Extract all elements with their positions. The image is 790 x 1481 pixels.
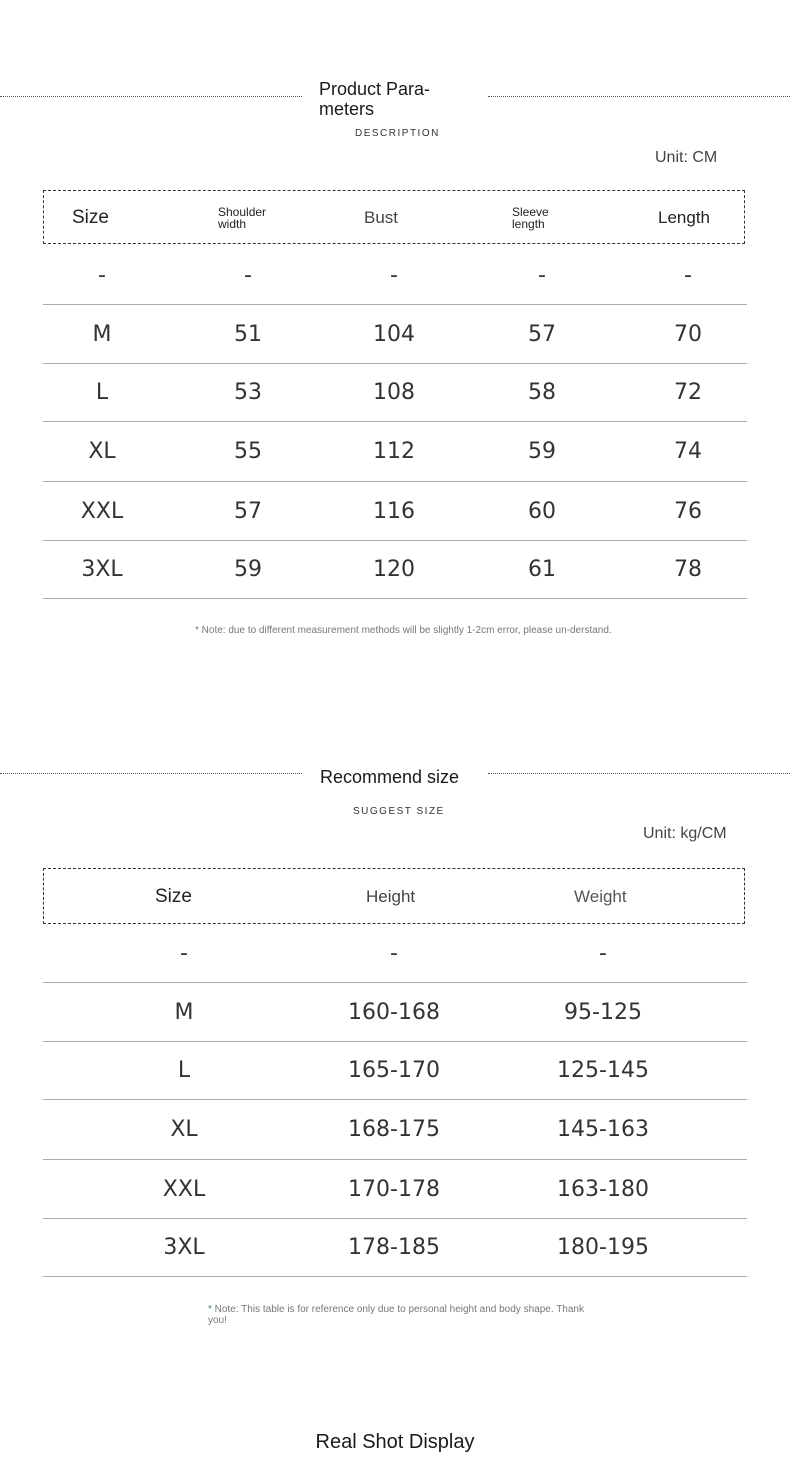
cell-bust: 108: [373, 380, 415, 405]
cell-sleeve: 60: [528, 498, 556, 524]
cell-sleeve: 58: [528, 380, 556, 405]
section-subtitle: SUGGEST SIZE: [353, 806, 445, 817]
table-header: [43, 868, 745, 924]
cell-weight: 95-125: [564, 999, 642, 1025]
measurement-note: * Note: due to different measurement methods will be slightly 1-2cm error, please un-derstand.: [195, 625, 612, 636]
cell-height: 168-175: [348, 1117, 440, 1142]
header-sleeve-length: Sleeve length: [512, 205, 549, 231]
divider-left: [0, 96, 302, 97]
cell-shoulder: 57: [234, 498, 262, 524]
cell-sleeve: 57: [528, 321, 556, 347]
section-subtitle: DESCRIPTION: [355, 128, 440, 139]
cell-shoulder: 53: [234, 380, 262, 405]
header-shoulder-width: Shoulder width: [218, 205, 267, 231]
table-header: [43, 190, 745, 244]
cell-height: 170-178: [348, 1176, 440, 1202]
cell-length: 76: [674, 498, 702, 524]
cell-weight: -: [599, 941, 607, 966]
cell-bust: 120: [373, 557, 415, 582]
cell-size: XXL: [162, 1176, 206, 1202]
table-row: [43, 541, 747, 599]
cell-size: L: [95, 380, 109, 405]
cell-length: -: [684, 263, 692, 288]
divider-right: [488, 96, 790, 97]
cell-height: 178-185: [348, 1235, 440, 1260]
cell-size: XL: [170, 1117, 198, 1142]
cell-size: M: [174, 999, 194, 1025]
cell-sleeve: 61: [528, 557, 556, 582]
table-row: [43, 1219, 747, 1277]
table-row: [43, 305, 747, 364]
cell-sleeve: 59: [528, 439, 556, 464]
real-shot-display-title: Real Shot Display: [315, 1431, 475, 1453]
cell-weight: 180-195: [557, 1235, 649, 1260]
cell-bust: 104: [373, 321, 415, 347]
cell-sleeve: -: [538, 263, 546, 288]
header-bust: Bust: [364, 208, 399, 227]
cell-weight: 125-145: [557, 1058, 649, 1083]
header-size: Size: [72, 207, 109, 228]
cell-length: 70: [674, 321, 702, 347]
header-weight: Weight: [574, 887, 627, 906]
cell-shoulder: 55: [234, 439, 262, 464]
header-length: Length: [658, 208, 710, 227]
table-row: [43, 983, 747, 1042]
cell-height: 165-170: [348, 1058, 440, 1083]
unit-label: Unit: kg/CM: [643, 825, 727, 842]
cell-weight: 145-163: [557, 1117, 649, 1142]
note-text: Note: This table is for reference only due to personal height and body shape. Thank you!: [208, 1304, 584, 1326]
section-title: Recommend size: [320, 767, 460, 787]
cell-length: 78: [674, 557, 702, 582]
cell-size: 3XL: [163, 1235, 205, 1260]
cell-length: 74: [674, 439, 702, 464]
table-row: [43, 422, 747, 482]
table-row: [43, 925, 747, 983]
table-row: [43, 1100, 747, 1160]
cell-size: M: [92, 321, 112, 347]
cell-shoulder: -: [244, 263, 252, 288]
cell-bust: -: [390, 263, 398, 288]
cell-size: -: [98, 263, 106, 288]
note-star: *: [208, 1304, 212, 1315]
cell-shoulder: 59: [234, 557, 262, 582]
table-row: [43, 1160, 747, 1219]
unit-label: Unit: CM: [655, 149, 718, 166]
table-row: [43, 247, 747, 305]
reference-note: [208, 1304, 588, 1326]
divider-left: [0, 773, 302, 774]
table-row: [43, 1042, 747, 1100]
cell-bust: 116: [373, 498, 415, 524]
cell-size: XXL: [80, 498, 124, 524]
cell-height: 160-168: [348, 999, 440, 1025]
divider-right: [488, 773, 790, 774]
cell-bust: 112: [373, 439, 415, 464]
section-title: Product Para-meters: [319, 79, 431, 119]
cell-length: 72: [674, 380, 702, 405]
cell-shoulder: 51: [234, 321, 262, 347]
cell-height: -: [390, 941, 398, 966]
cell-size: 3XL: [81, 557, 123, 582]
cell-weight: 163-180: [557, 1176, 649, 1202]
cell-size: L: [177, 1058, 191, 1083]
header-size: Size: [155, 886, 192, 907]
product-parameters-section: [0, 0, 790, 700]
table-row: [43, 482, 747, 541]
table-row: [43, 364, 747, 422]
cell-size: -: [180, 941, 188, 966]
header-height: Height: [366, 887, 416, 906]
cell-size: XL: [88, 439, 116, 464]
